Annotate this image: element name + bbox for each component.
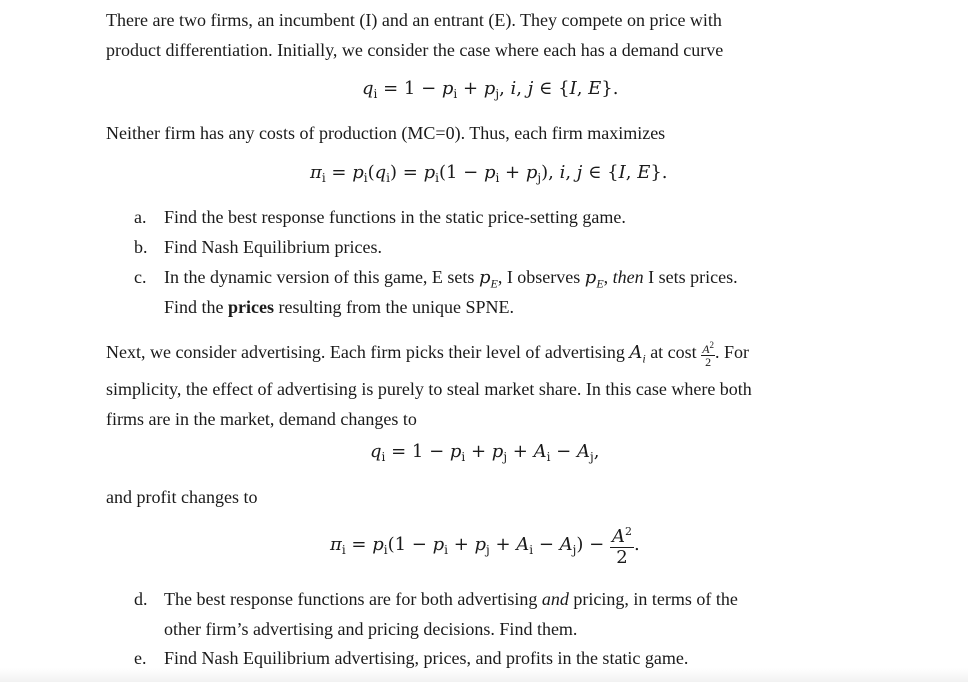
advertising-profit-equation: $\pi_i = p_i(1 - p_i + p_j + A_i - A_j)$ − $\frac{A^2}{2}$ .: [330, 522, 640, 568]
bottom-fade: [0, 668, 968, 682]
intro-line-2: product differentiation. Initially, we consider the case where each has a demand curve: [106, 40, 724, 60]
intro-paragraph: [106, 5, 868, 65]
cost-fraction: $\frac{A^2}{2}$: [702, 340, 715, 370]
profit-equation: $\pi_i = p_i(q_i) = p_i(1 - p_i + p_j)$, i, j ∈ {I, E}.: [310, 162, 668, 185]
costs-paragraph: Neither firm has any costs of production (MC=0). Thus, each firm maximizes: [106, 123, 666, 143]
intro-line-1: There are two firms, an incumbent (I) and an entrant (E). They compete on price with: [106, 10, 722, 30]
advertising-paragraph: Next, we consider advertising. Each firm picks their level of advertising $A_i$ at cost $\frac{A^2}{2}$ . For simplicity, the effect of advertising is purely to steal market share. In this case where both firms are in the market, demand changes to: [106, 340, 752, 429]
problem-page: There are two firms, an incumbent (I) and an entrant (E). They compete on price with product differentiation. Initially, we consider the case where each has a demand curve $q_i = 1 - p_i + p_j$, i, j ∈ {I, E}. Neither firm has any costs of production (MC=0). Thus, each firm maximizes $\pi_i = p_i(q_i) = p_i(1 - p_i + p_j)$, i, j ∈ {I, E}. a. Find the best response functions in the static price-setting game. b. Find Nash Equilibrium prices. c. In the dynamic version of this game, E sets $p_E$, I observes $p_E$, then I sets prices. Find the prices resulting from the unique SPNE. Next, we consider advertising. Each firm picks their level of advertising $A_i$ at cost $\frac{A^2}{2}$ . For simplicity, the effect of advertising is purely to steal market share. In this case where both firms are in the market, demand changes to $q_i = 1 - p_i + p_j + A_i - A_j$, and profit changes to $\pi_i = p_i(1 - p_i + p_j + A_i - A_j)$ − $\frac{A^2}{2}$ . d. The best response functions are for both advertising and pricing, in terms of the other firm’s advertising and pricing decisions. Find them. e. Find Nash Equilibrium advertising, prices, and profits in the static game.: [0, 0, 968, 682]
demand-equation: $q_i = 1 - p_i + p_j$, i, j ∈ {I, E}.: [362, 78, 619, 101]
profit-change-text: and profit changes to: [106, 487, 258, 507]
advertising-demand-equation: $q_i = 1 - p_i + p_j + A_i - A_j$,: [370, 441, 600, 464]
profit-fraction: $\frac{A^2}{2}$: [610, 522, 634, 568]
